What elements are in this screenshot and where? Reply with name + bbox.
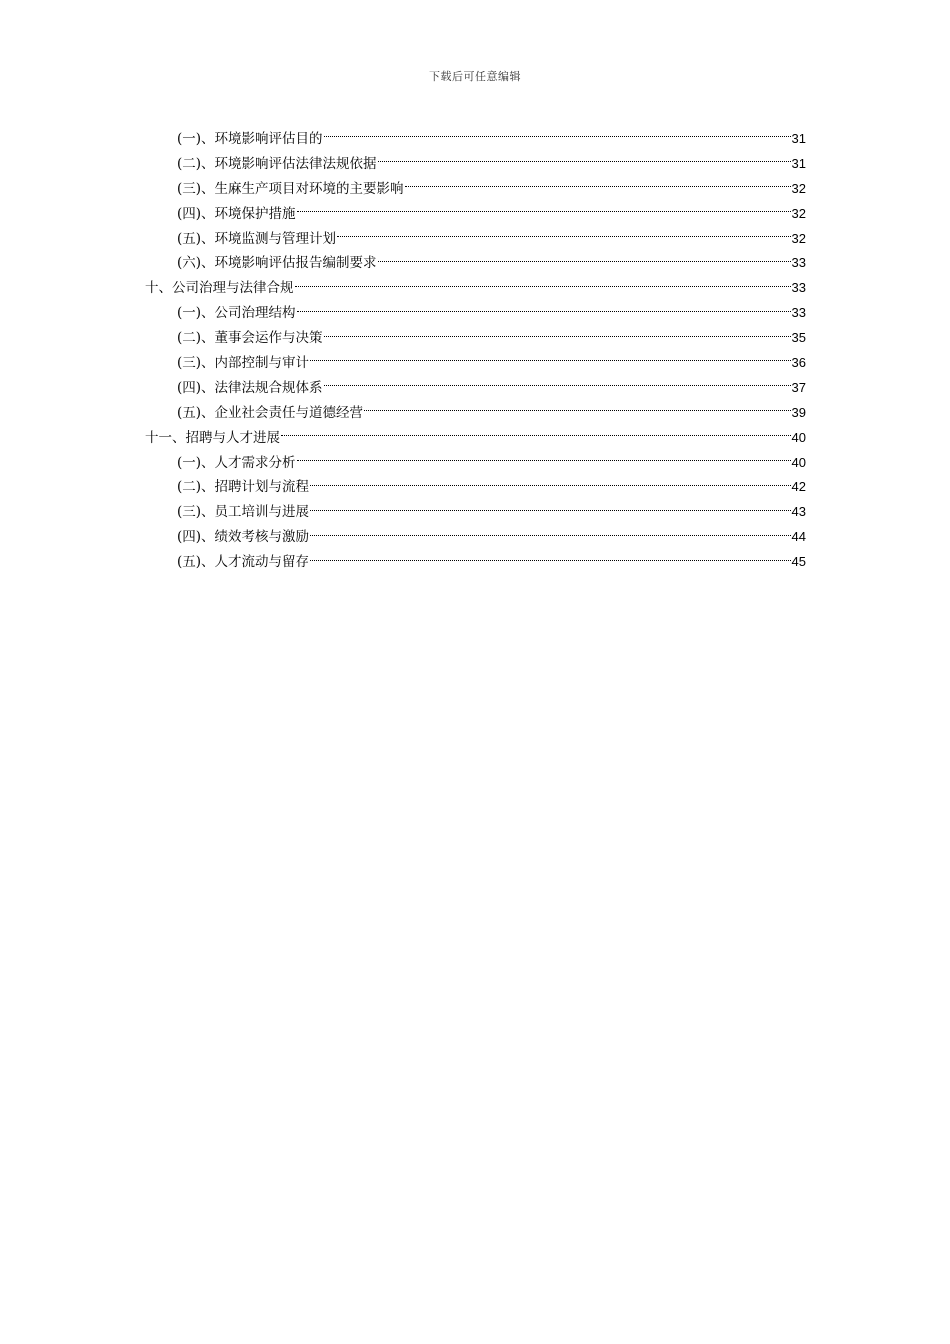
toc-entry[interactable] xyxy=(145,152,806,177)
toc-leader-dots xyxy=(297,210,791,212)
toc-entry-title: (四)、法律法规合规体系 xyxy=(177,379,323,396)
toc-entry-title: (五)、人才流动与留存 xyxy=(177,554,310,571)
toc-leader-dots xyxy=(310,534,790,536)
toc-entry[interactable] xyxy=(145,177,806,202)
toc-entry-title: (五)、企业社会责任与道德经营 xyxy=(177,404,364,421)
toc-entry-page: 32 xyxy=(791,205,806,221)
toc-entry-page: 31 xyxy=(791,155,806,171)
toc-entry-page: 33 xyxy=(791,255,806,271)
toc-leader-dots xyxy=(310,484,790,486)
toc-leader-dots xyxy=(310,559,790,561)
toc-entry-title: (二)、环境影响评估法律法规依据 xyxy=(177,155,377,172)
toc-chapter-entry[interactable] xyxy=(145,276,806,301)
toc-entry[interactable] xyxy=(145,376,806,401)
toc-entry-title: (一)、公司治理结构 xyxy=(177,305,296,322)
toc-entry-page: 37 xyxy=(791,379,806,395)
toc-entry-title: (三)、内部控制与审计 xyxy=(177,355,310,372)
toc-entry[interactable] xyxy=(145,127,806,152)
toc-entry-page: 42 xyxy=(791,479,806,495)
toc-entry-page: 36 xyxy=(791,355,806,371)
toc-chapter-entry[interactable] xyxy=(145,426,806,451)
toc-leader-dots xyxy=(378,260,791,262)
toc-leader-dots xyxy=(324,384,791,386)
toc-entry-page: 33 xyxy=(791,280,806,296)
toc-entry-title: 十、公司治理与法律合规 xyxy=(145,280,294,297)
toc-entry-page: 39 xyxy=(791,404,806,420)
toc-entry-page: 45 xyxy=(791,554,806,570)
toc-entry-page: 33 xyxy=(791,305,806,321)
toc-entry-page: 40 xyxy=(791,429,806,445)
toc-leader-dots xyxy=(310,359,790,361)
toc-leader-dots xyxy=(295,285,791,287)
toc-entry-page: 32 xyxy=(791,230,806,246)
toc-entry[interactable] xyxy=(145,451,806,476)
toc-entry-page: 43 xyxy=(791,504,806,520)
toc-entry-title: (五)、环境监测与管理计划 xyxy=(177,230,337,247)
toc-entry[interactable] xyxy=(145,550,806,575)
toc-entry-title: 十一、招聘与人才进展 xyxy=(145,429,280,446)
toc-entry[interactable] xyxy=(145,500,806,525)
toc-leader-dots xyxy=(324,335,791,337)
toc-entry-page: 35 xyxy=(791,330,806,346)
toc-entry[interactable] xyxy=(145,525,806,550)
toc-entry-title: (二)、招聘计划与流程 xyxy=(177,479,310,496)
toc-entry-title: (一)、环境影响评估目的 xyxy=(177,131,323,147)
toc-leader-dots xyxy=(337,235,790,237)
toc-entry-title: (二)、董事会运作与决策 xyxy=(177,330,323,347)
toc-entry[interactable] xyxy=(145,202,806,227)
toc-entry-page: 40 xyxy=(791,454,806,470)
toc-leader-dots xyxy=(310,509,790,511)
toc-leader-dots xyxy=(297,310,791,312)
toc-entry[interactable] xyxy=(145,227,806,252)
toc-leader-dots xyxy=(324,135,791,137)
toc-leader-dots xyxy=(297,459,791,461)
toc-leader-dots xyxy=(378,160,791,162)
toc-entry-title: (一)、人才需求分析 xyxy=(177,454,296,471)
toc-entry-page: 31 xyxy=(791,131,806,146)
toc-leader-dots xyxy=(405,185,791,187)
toc-leader-dots xyxy=(281,434,791,436)
toc-entry[interactable] xyxy=(145,351,806,376)
toc-leader-dots xyxy=(364,409,790,411)
toc-entry[interactable] xyxy=(145,301,806,326)
toc-entry[interactable] xyxy=(145,401,806,426)
toc-entry-title: (四)、环境保护措施 xyxy=(177,205,296,222)
toc-entry[interactable] xyxy=(145,251,806,276)
toc-entry-title: (三)、生麻生产项目对环境的主要影响 xyxy=(177,180,404,197)
toc-entry-title: (六)、环境影响评估报告编制要求 xyxy=(177,255,377,272)
toc-entry[interactable] xyxy=(145,326,806,351)
toc-entry-page: 44 xyxy=(791,529,806,545)
toc-entry[interactable] xyxy=(145,475,806,500)
table-of-contents xyxy=(145,127,806,575)
toc-entry-page: 32 xyxy=(791,180,806,196)
toc-entry-title: (三)、员工培训与进展 xyxy=(177,504,310,521)
page-header: 下载后可任意编辑 xyxy=(429,70,521,83)
toc-entry-title: (四)、绩效考核与激励 xyxy=(177,529,310,546)
